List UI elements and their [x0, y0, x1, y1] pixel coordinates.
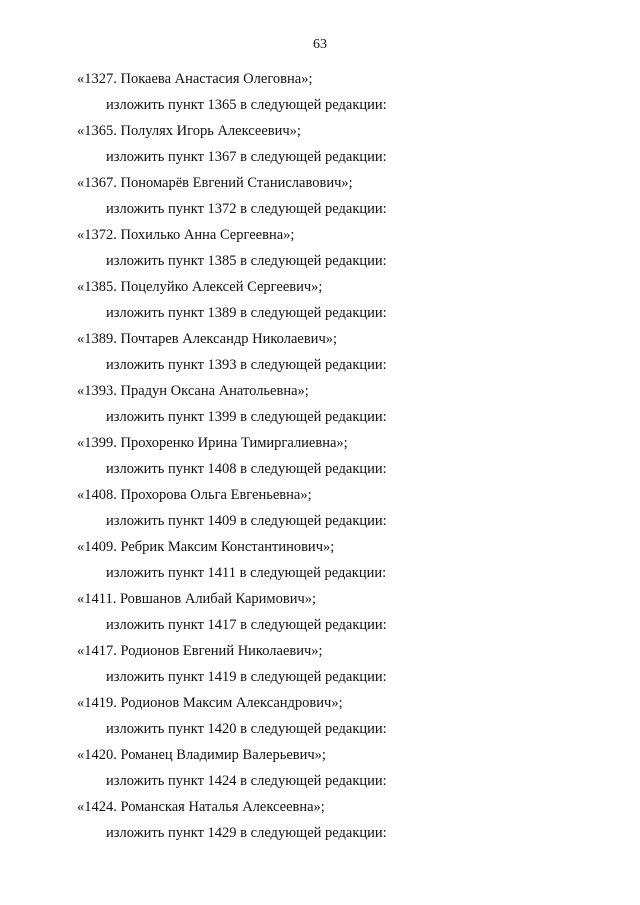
amendment-instruction: изложить пункт 1429 в следующей редакции:	[106, 825, 387, 841]
list-entry: «1417. Родионов Евгений Николаевич»;	[77, 643, 323, 659]
amendment-instruction: изложить пункт 1365 в следующей редакции:	[106, 97, 387, 113]
amendment-instruction: изложить пункт 1393 в следующей редакции:	[106, 357, 387, 373]
amendment-instruction: изложить пункт 1417 в следующей редакции:	[106, 617, 387, 633]
list-entry: «1365. Полулях Игорь Алексеевич»;	[77, 123, 301, 139]
list-entry: «1367. Пономарёв Евгений Станиславович»;	[77, 175, 353, 191]
list-entry: «1411. Ровшанов Алибай Каримович»;	[77, 591, 317, 607]
amendment-instruction: изложить пункт 1385 в следующей редакции:	[106, 253, 387, 269]
list-entry: «1393. Прадун Оксана Анатольевна»;	[77, 383, 309, 399]
list-entry: «1420. Романец Владимир Валерьевич»;	[77, 747, 326, 763]
list-entry: «1399. Прохоренко Ирина Тимиргалиевна»;	[77, 435, 348, 451]
list-entry: «1408. Прохорова Ольга Евгеньевна»;	[77, 487, 312, 503]
amendment-instruction: изложить пункт 1411 в следующей редакции:	[106, 565, 387, 581]
list-entry: «1424. Романская Наталья Алексеевна»;	[77, 799, 325, 815]
list-entry: «1409. Ребрик Максим Константинович»;	[77, 539, 335, 555]
list-entry: «1372. Похилько Анна Сергеевна»;	[77, 227, 295, 243]
amendment-instruction: изложить пункт 1408 в следующей редакции:	[106, 461, 387, 477]
list-entry: «1385. Поцелуйко Алексей Сергеевич»;	[77, 279, 323, 295]
amendment-instruction: изложить пункт 1419 в следующей редакции:	[106, 669, 387, 685]
text-body	[0, 66, 640, 846]
list-entry: «1327. Покаева Анастасия Олеговна»;	[77, 71, 313, 87]
amendment-instruction: изложить пункт 1367 в следующей редакции:	[106, 149, 387, 165]
amendment-instruction: изложить пункт 1372 в следующей редакции:	[106, 201, 387, 217]
list-entry: «1419. Родионов Максим Александрович»;	[77, 695, 343, 711]
list-entry: «1389. Почтарев Александр Николаевич»;	[77, 331, 338, 347]
amendment-instruction: изложить пункт 1409 в следующей редакции:	[106, 513, 387, 529]
amendment-instruction: изложить пункт 1399 в следующей редакции:	[106, 409, 387, 425]
page-number: 63	[313, 37, 327, 52]
amendment-instruction: изложить пункт 1420 в следующей редакции:	[106, 721, 387, 737]
amendment-instruction: изложить пункт 1389 в следующей редакции:	[106, 305, 387, 321]
amendment-instruction: изложить пункт 1424 в следующей редакции:	[106, 773, 387, 789]
